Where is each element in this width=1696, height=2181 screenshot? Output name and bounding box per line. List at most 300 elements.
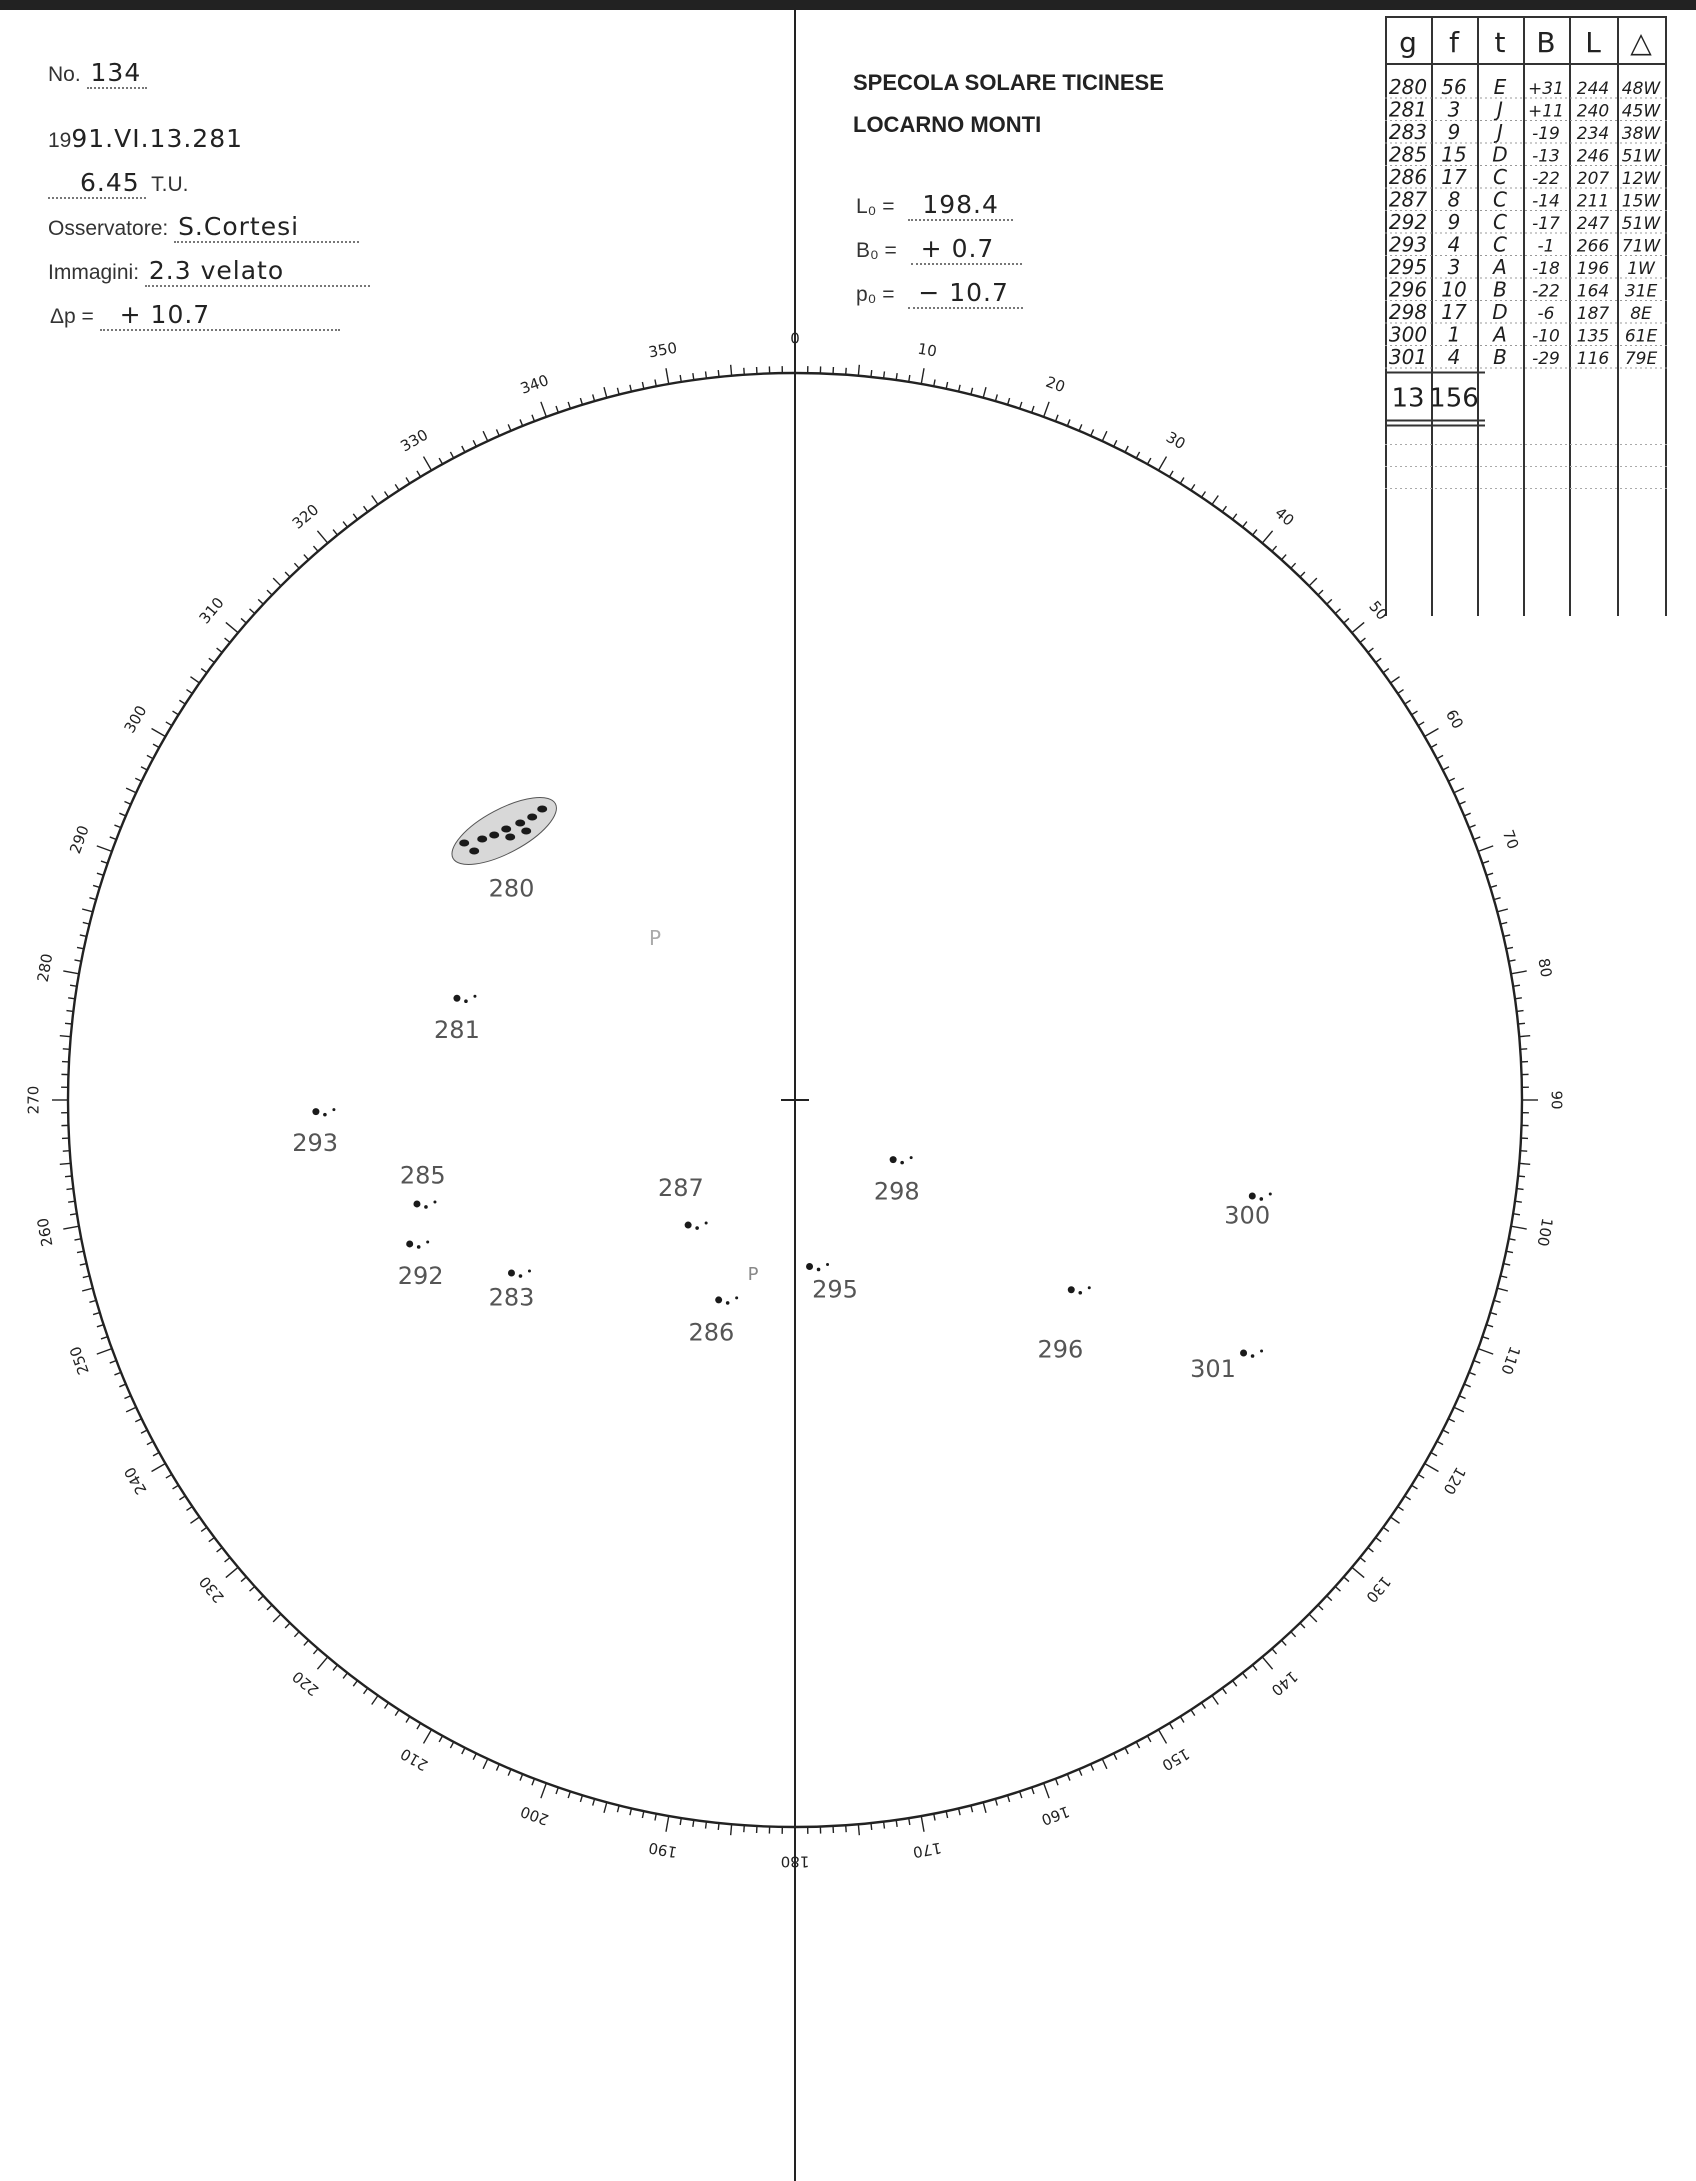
table-cell: 10 (1441, 277, 1467, 302)
tick (934, 1814, 935, 1821)
tick (65, 1176, 72, 1177)
tick (83, 922, 90, 924)
tick (556, 1787, 558, 1794)
table-cell: 61E (1624, 326, 1658, 347)
umbra (537, 806, 547, 813)
tick (101, 861, 108, 863)
tick (1300, 572, 1305, 577)
tick (1169, 471, 1173, 477)
tick (1272, 1649, 1277, 1654)
tick (1191, 484, 1195, 490)
group-label-296: 296 (1037, 1335, 1084, 1364)
table-cell: J (1497, 120, 1503, 144)
scale-label-70: 70 (1498, 827, 1523, 852)
tick (1159, 1730, 1167, 1744)
tick (1506, 947, 1513, 948)
tick (642, 382, 643, 389)
table-cell: J (1497, 97, 1503, 122)
tick (1391, 677, 1400, 683)
tick (294, 563, 299, 568)
sunspot-group-287 (685, 1222, 708, 1230)
tick (1309, 578, 1317, 586)
tick (1474, 1361, 1481, 1364)
umbra (806, 1263, 813, 1270)
tick (63, 1226, 79, 1229)
table-cell: 266 (1576, 236, 1610, 257)
sunspot-group-296 (1068, 1286, 1091, 1294)
tick (617, 1805, 619, 1812)
tick (1454, 1407, 1464, 1412)
table-cell: 71W (1621, 236, 1661, 257)
tick (241, 618, 246, 623)
table-cell: 8 (1447, 187, 1461, 212)
tick (642, 1811, 643, 1818)
tick (995, 1799, 997, 1806)
umbra (489, 832, 499, 839)
umbra (505, 834, 515, 841)
table-cell: +11 (1528, 101, 1564, 122)
table-cell: 48W (1621, 79, 1661, 99)
tick (959, 385, 961, 392)
table-cell: 207 (1576, 169, 1610, 189)
tick (666, 1816, 669, 1832)
pore (1251, 1354, 1255, 1358)
scale-label-0: 0 (790, 329, 800, 348)
pore (417, 1245, 421, 1249)
table-cell: -17 (1532, 214, 1560, 234)
tick (1398, 690, 1404, 694)
tick (718, 370, 719, 377)
table-cell: 79E (1624, 349, 1658, 369)
scale-label-100: 100 (1533, 1216, 1557, 1248)
tick (1212, 495, 1218, 504)
pore (1259, 1197, 1263, 1201)
tick (1044, 1783, 1049, 1798)
umbra (508, 1270, 515, 1277)
tick (1056, 1779, 1059, 1786)
tick (1478, 846, 1493, 851)
tick (179, 1496, 185, 1500)
table-cell: 283 (1388, 120, 1428, 144)
tick (89, 1300, 96, 1302)
tick (580, 1795, 582, 1802)
scale-label-40: 40 (1271, 503, 1298, 530)
table-cell: -14 (1532, 191, 1560, 212)
table-cell: -13 (1532, 146, 1560, 167)
tick (60, 1036, 71, 1037)
tick (1515, 1201, 1522, 1202)
tick (258, 1596, 263, 1601)
tick (353, 1681, 357, 1687)
tick (1503, 935, 1510, 937)
tick (1474, 837, 1481, 840)
tick (60, 1163, 71, 1164)
group-label-281: 281 (434, 1016, 480, 1045)
pore (1088, 1286, 1091, 1289)
tick (1243, 522, 1247, 528)
scale-label-180: 180 (780, 1852, 810, 1871)
table-cell: 17 (1441, 300, 1467, 324)
tick (417, 1723, 421, 1729)
table-cell: 3 (1447, 255, 1461, 279)
tick (1486, 873, 1493, 875)
tick (1056, 415, 1059, 422)
umbra (413, 1200, 420, 1207)
table-cell: 285 (1388, 142, 1428, 167)
tick (1091, 429, 1094, 435)
sunspot-group-286 (715, 1296, 738, 1304)
tick (1300, 1623, 1305, 1628)
table-cell: D (1492, 300, 1508, 324)
tick (1281, 1640, 1286, 1645)
tick (1352, 622, 1364, 632)
scale-label-80: 80 (1534, 956, 1556, 979)
tick (267, 590, 272, 595)
tick (934, 379, 935, 386)
tick (313, 546, 318, 551)
tick (1079, 424, 1082, 430)
tick (201, 669, 207, 673)
tick (124, 1396, 130, 1399)
sunspot-group-280 (443, 784, 566, 877)
tick (343, 522, 347, 528)
table-cell: 8E (1630, 304, 1652, 324)
pore (323, 1113, 327, 1117)
tick (1418, 1474, 1424, 1478)
tick (304, 555, 309, 560)
scale-label-330: 330 (397, 425, 432, 456)
tick (483, 1759, 488, 1769)
tick (871, 370, 872, 377)
tick (173, 711, 179, 715)
tick (1509, 1239, 1516, 1240)
tick (1114, 440, 1117, 446)
pore (705, 1222, 708, 1225)
tick (83, 1276, 90, 1278)
tick (1352, 1567, 1364, 1577)
tick (1233, 514, 1237, 520)
scale-label-250: 250 (66, 1343, 93, 1377)
tick (1327, 1596, 1332, 1601)
tick (97, 1349, 112, 1354)
tick (520, 419, 523, 425)
tick (273, 1614, 281, 1622)
scale-label-310: 310 (195, 593, 228, 628)
tick (1067, 1774, 1070, 1780)
tick (333, 1665, 337, 1670)
umbra (1249, 1192, 1256, 1199)
tick (1437, 1441, 1443, 1444)
table-cell: D (1492, 142, 1508, 167)
tick (364, 506, 368, 512)
tick (1383, 1527, 1389, 1531)
tick (983, 387, 986, 398)
tick (1517, 1011, 1524, 1012)
tick (593, 394, 595, 401)
tick (273, 578, 281, 586)
pore (1269, 1192, 1272, 1195)
scale-label-160: 160 (1038, 1802, 1072, 1829)
tick (225, 638, 230, 642)
pore (726, 1301, 730, 1305)
tick (1405, 1496, 1411, 1500)
table-cell: 15 (1441, 142, 1467, 167)
number-label: No. (48, 63, 81, 86)
table-cell: B (1493, 277, 1507, 302)
table-header-0: g (1399, 26, 1417, 59)
tick (201, 1527, 207, 1531)
tick (395, 484, 399, 490)
group-label-286: 286 (688, 1318, 735, 1347)
table-cell: 287 (1388, 187, 1428, 212)
tick (1212, 1696, 1218, 1705)
scale-label-10: 10 (916, 339, 939, 361)
time-unit: T.U. (151, 173, 189, 196)
tick (68, 1201, 75, 1202)
date-value: 91.VI.13.281 (71, 124, 244, 153)
tick (250, 1586, 255, 1591)
table-cell: A (1493, 322, 1507, 347)
table-header-2: t (1494, 26, 1506, 59)
table-cell: -1 (1537, 236, 1555, 257)
tick (101, 1337, 108, 1339)
umbra (715, 1296, 722, 1303)
tick (406, 478, 410, 484)
table-cell: 9 (1447, 210, 1461, 234)
pore (473, 995, 476, 998)
tick (1412, 711, 1418, 715)
tick (141, 1430, 147, 1433)
tick (294, 1632, 299, 1637)
table-cell: 9 (1447, 120, 1461, 144)
tick (731, 365, 732, 376)
tick (532, 415, 535, 422)
tick (439, 1736, 442, 1742)
tick (250, 609, 255, 614)
scale-label-280: 280 (33, 952, 57, 984)
tick (1114, 1753, 1117, 1759)
table-cell: -22 (1532, 281, 1560, 302)
pore (433, 1200, 436, 1203)
scale-label-140: 140 (1267, 1667, 1302, 1700)
table-cell: 211 (1576, 191, 1610, 212)
umbra (521, 828, 531, 835)
umbra (890, 1156, 897, 1163)
tick (1425, 729, 1439, 737)
tick (1191, 1710, 1195, 1716)
group-label-298: 298 (873, 1177, 920, 1206)
pore (695, 1226, 699, 1230)
p-mark: P (747, 1264, 759, 1285)
scale-label-170: 170 (911, 1838, 943, 1862)
observatory-line2: LOCARNO MONTI (853, 112, 1042, 137)
tick (1511, 1226, 1527, 1229)
table-cell: 295 (1388, 255, 1428, 279)
param-p0-value: − 10.7 (908, 278, 1023, 309)
tick (82, 909, 93, 912)
param-l0-label: L₀ = (856, 195, 895, 218)
tick (1509, 960, 1516, 961)
tick (1494, 1300, 1501, 1302)
tick (82, 1288, 93, 1291)
table-cell: E (1493, 75, 1507, 99)
tick (1519, 1036, 1530, 1037)
tick (173, 1485, 179, 1489)
table-cell: 51W (1621, 146, 1661, 167)
tick (1459, 801, 1465, 804)
table-cell: 31E (1624, 281, 1658, 302)
tick (541, 1783, 546, 1798)
tick (424, 457, 432, 471)
tick (1360, 1558, 1365, 1562)
tick (217, 1548, 223, 1552)
pore (426, 1240, 429, 1243)
table-cell: 298 (1388, 300, 1428, 324)
tick (520, 1774, 523, 1780)
table-cell: 38W (1621, 124, 1661, 144)
table-cell: 187 (1576, 304, 1610, 324)
tick (372, 1696, 378, 1705)
tick (119, 1384, 125, 1387)
tick (395, 1710, 399, 1716)
param-l0-value: 198.4 (908, 190, 1013, 221)
tick (1125, 446, 1128, 452)
tick (209, 1538, 215, 1542)
table-cell: +31 (1528, 79, 1564, 99)
tick (241, 1577, 246, 1582)
table-cell: 56 (1441, 75, 1467, 99)
tick (655, 1814, 656, 1821)
pore (528, 1270, 531, 1273)
pore (910, 1156, 913, 1159)
table-cell: C (1493, 187, 1507, 212)
scale-label-350: 350 (647, 338, 679, 362)
scale-label-20: 20 (1043, 372, 1068, 397)
tick (1233, 1681, 1237, 1687)
tick (1497, 1288, 1508, 1291)
sunspot-group-281 (453, 995, 476, 1003)
scale-label-190: 190 (647, 1838, 679, 1862)
table-cell: 286 (1388, 165, 1428, 189)
tick (1391, 1517, 1400, 1523)
table-header-1: f (1449, 26, 1459, 59)
time-value: 6.45 (48, 168, 146, 199)
tick (1020, 1791, 1022, 1798)
table-header-3: B (1536, 26, 1556, 59)
tick (946, 1811, 947, 1818)
scale-label-300: 300 (120, 702, 151, 737)
tick (1079, 1769, 1082, 1775)
scale-label-110: 110 (1497, 1343, 1524, 1377)
tick (1344, 1577, 1349, 1582)
tick (693, 373, 694, 380)
tick (483, 431, 488, 441)
tick (1482, 861, 1489, 863)
tick (462, 1748, 465, 1754)
tick (1180, 1717, 1184, 1723)
tick (285, 1623, 290, 1628)
tick (1032, 1787, 1034, 1794)
tick (285, 572, 290, 577)
group-label-301: 301 (1190, 1354, 1236, 1383)
tick (152, 729, 166, 737)
tick (333, 530, 337, 535)
group-label-295: 295 (812, 1275, 858, 1304)
tick (1368, 1548, 1374, 1552)
tick (693, 1820, 694, 1827)
sunspot-group-298 (890, 1156, 913, 1164)
tick (1518, 1176, 1525, 1177)
umbra (469, 848, 479, 855)
tick (1454, 788, 1464, 793)
tick (147, 755, 153, 758)
table-cell: 1 (1447, 322, 1461, 347)
tick (186, 690, 192, 694)
tick (1405, 700, 1411, 704)
tick (353, 514, 357, 520)
scale-label-120: 120 (1439, 1463, 1470, 1498)
tick (1443, 1430, 1449, 1433)
tick (1202, 1703, 1206, 1709)
observer-label: Osservatore: (48, 217, 169, 240)
tick (1443, 767, 1449, 770)
tick (385, 491, 389, 497)
tick (971, 1805, 973, 1812)
tick (77, 947, 84, 948)
tick (343, 1673, 347, 1679)
tick (439, 458, 442, 464)
scale-label-210: 210 (397, 1744, 432, 1775)
tick (1469, 1372, 1475, 1375)
tick (450, 1742, 453, 1748)
tick (556, 406, 558, 413)
tick (630, 385, 632, 392)
tick (1431, 1452, 1437, 1455)
tick (1032, 406, 1034, 413)
table-cell: B (1493, 345, 1507, 369)
tick (1398, 1507, 1404, 1511)
tick (1102, 431, 1107, 441)
observatory-line1: SPECOLA SOLARE TICINESE (853, 70, 1164, 95)
tick (496, 1764, 499, 1770)
tick (110, 1361, 117, 1364)
scale-label-270: 270 (24, 1085, 43, 1115)
tick (1272, 546, 1277, 551)
scale-label-340: 340 (518, 371, 552, 398)
tick (1506, 1251, 1513, 1252)
table-header-4: L (1585, 26, 1601, 59)
tick (871, 1823, 872, 1830)
observer-value: S.Cortesi (174, 212, 359, 243)
dp-label: Δp = (50, 305, 94, 328)
scale-label-230: 230 (195, 1572, 228, 1607)
tick (1291, 563, 1296, 568)
scale-label-30: 30 (1162, 427, 1189, 454)
tick (1515, 998, 1522, 999)
tick (1253, 1665, 1257, 1670)
table-cell: 3 (1447, 97, 1461, 122)
tick (1180, 478, 1184, 484)
tick (97, 1325, 104, 1327)
param-p0-label: p₀ = (856, 283, 895, 306)
tick (226, 1567, 238, 1577)
table-cell: 234 (1576, 124, 1610, 144)
tick (65, 1023, 72, 1024)
tick (190, 1517, 199, 1523)
tick (1291, 1632, 1296, 1637)
date-prefix: 19 (48, 129, 72, 152)
tick (473, 1753, 476, 1759)
